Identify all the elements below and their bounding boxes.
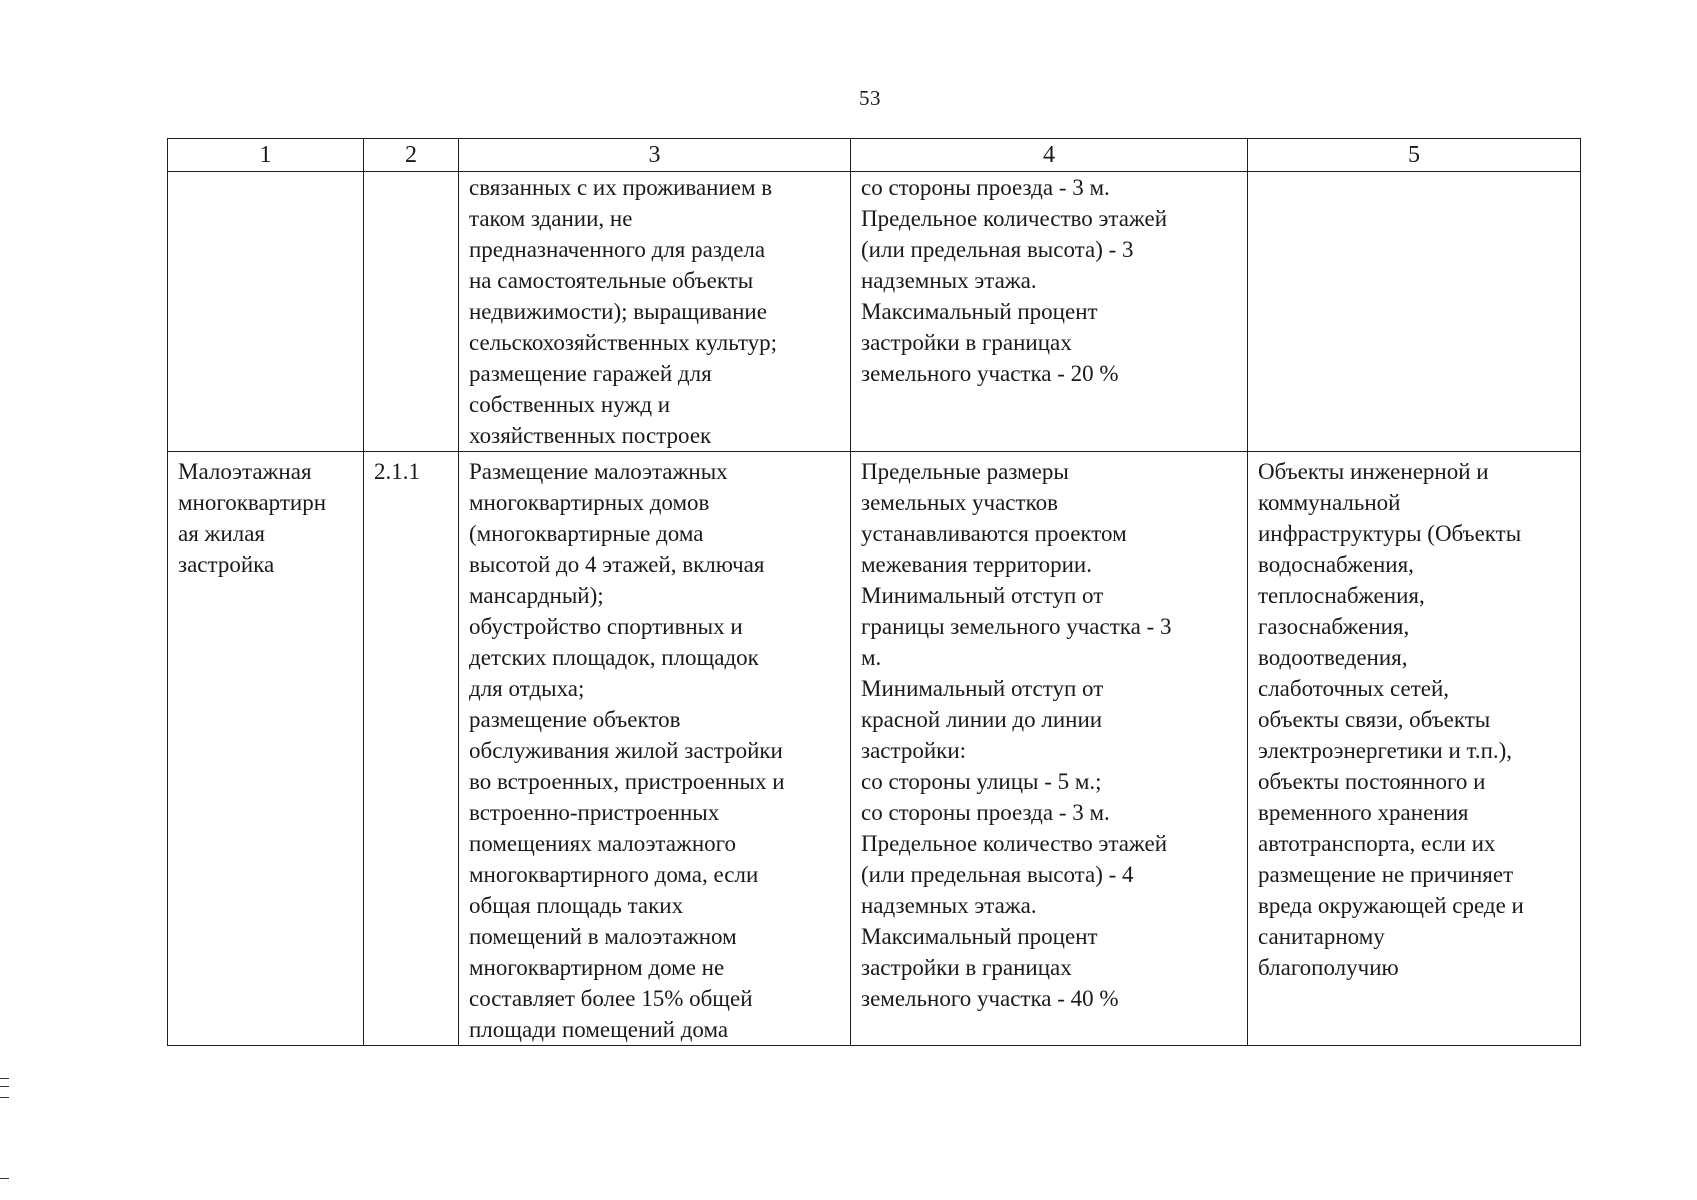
row2-code-cell [364, 452, 459, 1046]
cell-text: Малоэтажная многоквартирн ая жилая застройка [178, 459, 327, 577]
table-row [168, 452, 1581, 1046]
cell-text: Объекты инженерной и коммунальной инфраструктуры (Объекты водоснабжения, теплоснабжения, газоснабжения, водоотведения, слаботочных сетей, объекты связи, объекты электроэнергетики и т.п.), объекты постоянного и временного хранения автотранспорта, если их размещение не причиняет вреда окружающей среде и санитарному благополучию [1258, 459, 1524, 980]
column-header-2: 2 [364, 139, 459, 172]
row1-auxiliary-cell [1248, 172, 1581, 452]
row1-code-cell [364, 172, 459, 452]
row2-parameters-cell [851, 452, 1248, 1046]
cell-text: 2.1.1 [374, 459, 420, 484]
page-number: 53 [859, 86, 881, 110]
table-header-row [168, 139, 1581, 172]
column-header-4: 4 [851, 139, 1248, 172]
table-row [168, 172, 1581, 452]
row2-auxiliary-cell [1248, 452, 1581, 1046]
cell-text: связанных с их проживанием в таком здании, не предназначенного для раздела на самостоятельные объекты недвижимости); выращивание сельскохозяйственных культур; размещение гаражей для собственных нужд и хозяйственных построек [469, 175, 777, 448]
row1-description-cell [459, 172, 851, 452]
row1-type-cell [168, 172, 364, 452]
cell-text: со стороны проезда - 3 м. Предельное количество этажей (или предельная высота) - 3 надземных этажа. Максимальный процент застройки в границах земельного участка - 20 % [861, 175, 1168, 386]
margin-scan-dash [0, 1178, 9, 1179]
regulations-table [167, 138, 1581, 1046]
column-header-3: 3 [459, 139, 851, 172]
column-header-1: 1 [168, 139, 364, 172]
column-header-5: 5 [1248, 139, 1581, 172]
margin-scan-mark [0, 1078, 9, 1098]
cell-text: Предельные размеры земельных участков устанавливаются проектом межевания территории. Минимальный отступ от границы земельного участка - 3 м. Минимальный отступ от красной линии до линии застройки: со стороны улицы - 5 м.; со стороны проезда - 3 м. Предельное количество этажей (или предельная высота) - 4 надземных этажа. Максимальный процент застройки в границах земельного участка - 40 % [861, 459, 1172, 1011]
row2-description-cell [459, 452, 851, 1046]
row2-type-cell [168, 452, 364, 1046]
row1-parameters-cell [851, 172, 1248, 452]
cell-text: Размещение малоэтажных многоквартирных домов (многоквартирные дома высотой до 4 этажей, включая мансардный); обустройство спортивных и детских площадок, площадок для отдыха; размещение объектов обслуживания жилой застройки во встроенных, пристроенных и встроенно-пристроенных помещениях малоэтажного многоквартирного дома, если общая площадь таких помещений в малоэтажном многоквартирном доме не составляет более 15% общей площади помещений дома [469, 459, 785, 1042]
